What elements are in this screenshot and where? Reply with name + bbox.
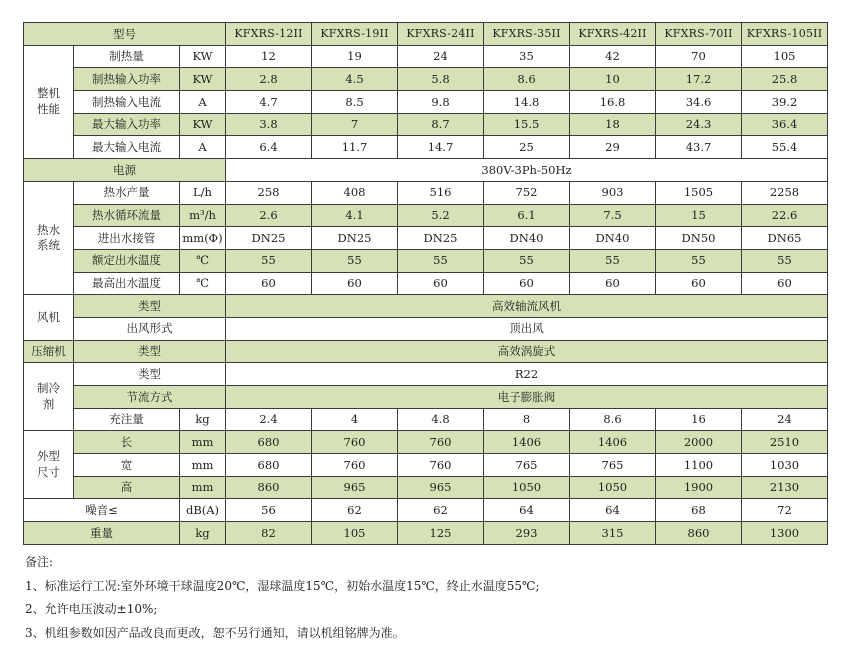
merged-value: 顶出风	[226, 317, 828, 340]
table-cell: 11.7	[312, 136, 398, 159]
table-cell: 765	[484, 454, 570, 477]
group-label-fan: 风机	[24, 295, 74, 340]
table-cell: 60	[312, 272, 398, 295]
row-unit: A	[180, 136, 226, 159]
table-cell: 1030	[742, 454, 828, 477]
table-cell: 8.6	[570, 408, 656, 431]
table-cell: 24	[398, 45, 484, 68]
table-cell: 16	[656, 408, 742, 431]
table-cell: 1300	[742, 522, 828, 545]
table-row	[24, 113, 828, 136]
table-cell: 62	[312, 499, 398, 522]
row-unit: KW	[180, 68, 226, 91]
row-unit: mm	[180, 431, 226, 454]
table-cell: 29	[570, 136, 656, 159]
table-cell: 4.7	[226, 91, 312, 114]
table-header-row	[24, 23, 828, 46]
row-name: 热水产量	[74, 181, 180, 204]
table-cell: 22.6	[742, 204, 828, 227]
row-name: 最大输入功率	[74, 113, 180, 136]
row-name: 热水循环流量	[74, 204, 180, 227]
table-cell: 60	[226, 272, 312, 295]
group-label-water: 热水系统	[24, 181, 74, 294]
table-cell: 55	[570, 249, 656, 272]
row-name: 制热输入电流	[74, 91, 180, 114]
table-cell: 55	[484, 249, 570, 272]
table-cell: 760	[398, 431, 484, 454]
group-label-machine: 整机性能	[24, 45, 74, 158]
table-cell: 62	[398, 499, 484, 522]
note-item: 1、标准运行工况:室外环境干球温度20℃，湿球温度15℃，初始水温度15℃，终止水温度55℃;	[25, 578, 540, 593]
table-row	[24, 454, 828, 477]
model-name: KFXRS-105II	[742, 23, 828, 46]
table-cell: 105	[312, 522, 398, 545]
table-cell: 35	[484, 45, 570, 68]
table-cell: 105	[742, 45, 828, 68]
row-name: 噪音≤	[24, 499, 180, 522]
table-row	[24, 522, 828, 545]
table-cell: 408	[312, 181, 398, 204]
table-cell: 56	[226, 499, 312, 522]
row-unit: dB(A)	[180, 499, 226, 522]
row-name: 制热量	[74, 45, 180, 68]
table-cell: 25.8	[742, 68, 828, 91]
table-cell: 8	[484, 408, 570, 431]
table-cell: DN40	[484, 227, 570, 250]
table-cell: 4.1	[312, 204, 398, 227]
table-cell: 752	[484, 181, 570, 204]
model-label: 型号	[24, 23, 226, 46]
table-cell: 68	[656, 499, 742, 522]
row-unit: L/h	[180, 181, 226, 204]
row-unit: m³/h	[180, 204, 226, 227]
table-cell: 2.8	[226, 68, 312, 91]
table-cell: 39.2	[742, 91, 828, 114]
note-item: 3、机组参数如因产品改良而更改，恕不另行通知，请以机组铭牌为准。	[25, 625, 405, 640]
merged-value: 电子膨胀阀	[226, 386, 828, 409]
row-name: 最高出水温度	[74, 272, 180, 295]
table-row	[24, 227, 828, 250]
table-cell: 760	[398, 454, 484, 477]
table-cell: 9.8	[398, 91, 484, 114]
table-cell: 60	[656, 272, 742, 295]
table-cell: 43.7	[656, 136, 742, 159]
table-cell: 2510	[742, 431, 828, 454]
table-cell: 12	[226, 45, 312, 68]
row-name: 长	[74, 431, 180, 454]
row-name: 宽	[74, 454, 180, 477]
table-cell: 2130	[742, 476, 828, 499]
table-row	[24, 295, 828, 318]
table-cell: DN25	[226, 227, 312, 250]
table-cell: 1505	[656, 181, 742, 204]
table-cell: 2258	[742, 181, 828, 204]
table-cell: 60	[398, 272, 484, 295]
row-name: 类型	[74, 340, 226, 363]
table-cell: 1050	[484, 476, 570, 499]
table-cell: 3.8	[226, 113, 312, 136]
model-name: KFXRS-12II	[226, 23, 312, 46]
table-cell: 15.5	[484, 113, 570, 136]
table-row	[24, 386, 828, 409]
table-row	[24, 408, 828, 431]
row-unit: ℃	[180, 272, 226, 295]
table-cell: 55	[742, 249, 828, 272]
table-cell: 680	[226, 431, 312, 454]
table-row	[24, 204, 828, 227]
table-cell: 315	[570, 522, 656, 545]
table-row	[24, 45, 828, 68]
table-cell: 8.7	[398, 113, 484, 136]
table-cell: DN40	[570, 227, 656, 250]
table-cell: 5.2	[398, 204, 484, 227]
spec-table	[23, 22, 828, 545]
row-name: 节流方式	[74, 386, 226, 409]
table-cell: 60	[484, 272, 570, 295]
table-cell: 760	[312, 431, 398, 454]
merged-value: 高效涡旋式	[226, 340, 828, 363]
table-cell: 965	[312, 476, 398, 499]
table-cell: 14.7	[398, 136, 484, 159]
table-cell: 17.2	[656, 68, 742, 91]
row-name: 出风形式	[74, 317, 226, 340]
row-name: 高	[74, 476, 180, 499]
table-cell: 7	[312, 113, 398, 136]
table-cell: 965	[398, 476, 484, 499]
row-name: 制热输入功率	[74, 68, 180, 91]
row-name: 进出水接管	[74, 227, 180, 250]
table-cell: 4	[312, 408, 398, 431]
table-cell: 6.1	[484, 204, 570, 227]
table-cell: 860	[226, 476, 312, 499]
table-cell: 36.4	[742, 113, 828, 136]
table-cell: 60	[570, 272, 656, 295]
table-cell: 516	[398, 181, 484, 204]
table-cell: 8.6	[484, 68, 570, 91]
merged-value: 380V-3Ph-50Hz	[226, 159, 828, 182]
table-cell: 14.8	[484, 91, 570, 114]
table-cell: 4.8	[398, 408, 484, 431]
table-cell: 2000	[656, 431, 742, 454]
row-unit: mm(Φ)	[180, 227, 226, 250]
table-cell: 5.8	[398, 68, 484, 91]
table-cell: 760	[312, 454, 398, 477]
table-cell: 125	[398, 522, 484, 545]
table-cell: 18	[570, 113, 656, 136]
row-name: 类型	[74, 363, 226, 386]
row-name: 最大输入电流	[74, 136, 180, 159]
table-row	[24, 159, 828, 182]
table-row	[24, 431, 828, 454]
table-row	[24, 249, 828, 272]
table-cell: DN65	[742, 227, 828, 250]
row-unit: ℃	[180, 249, 226, 272]
table-cell: 4.5	[312, 68, 398, 91]
group-label-compressor: 压缩机	[24, 340, 74, 363]
table-cell: 24	[742, 408, 828, 431]
row-unit: mm	[180, 476, 226, 499]
table-cell: DN25	[312, 227, 398, 250]
row-unit: kg	[180, 408, 226, 431]
table-row	[24, 91, 828, 114]
table-cell: 16.8	[570, 91, 656, 114]
table-row	[24, 340, 828, 363]
table-cell: 55	[226, 249, 312, 272]
table-cell: 55	[398, 249, 484, 272]
row-unit: mm	[180, 454, 226, 477]
notes	[25, 551, 540, 645]
table-cell: 7.5	[570, 204, 656, 227]
table-cell: 34.6	[656, 91, 742, 114]
table-cell: 8.5	[312, 91, 398, 114]
table-row	[24, 499, 828, 522]
table-cell: 64	[484, 499, 570, 522]
row-name: 类型	[74, 295, 226, 318]
table-cell: 55	[312, 249, 398, 272]
row-unit: A	[180, 91, 226, 114]
table-cell: 765	[570, 454, 656, 477]
table-cell: 10	[570, 68, 656, 91]
table-cell: 903	[570, 181, 656, 204]
table-cell: 70	[656, 45, 742, 68]
table-cell: 2.6	[226, 204, 312, 227]
table-row	[24, 68, 828, 91]
model-name: KFXRS-42II	[570, 23, 656, 46]
table-cell: 15	[656, 204, 742, 227]
model-name: KFXRS-70II	[656, 23, 742, 46]
table-cell: 1406	[484, 431, 570, 454]
table-cell: DN50	[656, 227, 742, 250]
table-cell: 24.3	[656, 113, 742, 136]
table-cell: 42	[570, 45, 656, 68]
table-row	[24, 476, 828, 499]
note-item: 2、允许电压波动±10%;	[25, 602, 158, 616]
table-cell: 1100	[656, 454, 742, 477]
row-name: 充注量	[74, 408, 180, 431]
table-cell: 2.4	[226, 408, 312, 431]
table-cell: 1406	[570, 431, 656, 454]
table-cell: 6.4	[226, 136, 312, 159]
table-cell: 82	[226, 522, 312, 545]
row-unit: kg	[180, 522, 226, 545]
table-cell: 60	[742, 272, 828, 295]
notes-title: 备注:	[25, 555, 54, 569]
row-name: 重量	[24, 522, 180, 545]
merged-value: R22	[226, 363, 828, 386]
table-cell: DN25	[398, 227, 484, 250]
model-name: KFXRS-19II	[312, 23, 398, 46]
row-unit: KW	[180, 45, 226, 68]
table-row	[24, 272, 828, 295]
table-cell: 55.4	[742, 136, 828, 159]
table-cell: 19	[312, 45, 398, 68]
table-cell: 1050	[570, 476, 656, 499]
table-cell: 860	[656, 522, 742, 545]
model-name: KFXRS-35II	[484, 23, 570, 46]
table-row	[24, 181, 828, 204]
table-cell: 55	[656, 249, 742, 272]
group-label-dims: 外型尺寸	[24, 431, 74, 499]
table-cell: 258	[226, 181, 312, 204]
row-unit: KW	[180, 113, 226, 136]
table-row	[24, 136, 828, 159]
table-row	[24, 363, 828, 386]
group-label-refrigerant: 制冷剂	[24, 363, 74, 431]
table-cell: 1900	[656, 476, 742, 499]
table-cell: 72	[742, 499, 828, 522]
table-cell: 64	[570, 499, 656, 522]
table-cell: 25	[484, 136, 570, 159]
table-row	[24, 317, 828, 340]
row-name: 电源	[24, 159, 226, 182]
row-name: 额定出水温度	[74, 249, 180, 272]
merged-value: 高效轴流风机	[226, 295, 828, 318]
model-name: KFXRS-24II	[398, 23, 484, 46]
table-cell: 293	[484, 522, 570, 545]
table-cell: 680	[226, 454, 312, 477]
